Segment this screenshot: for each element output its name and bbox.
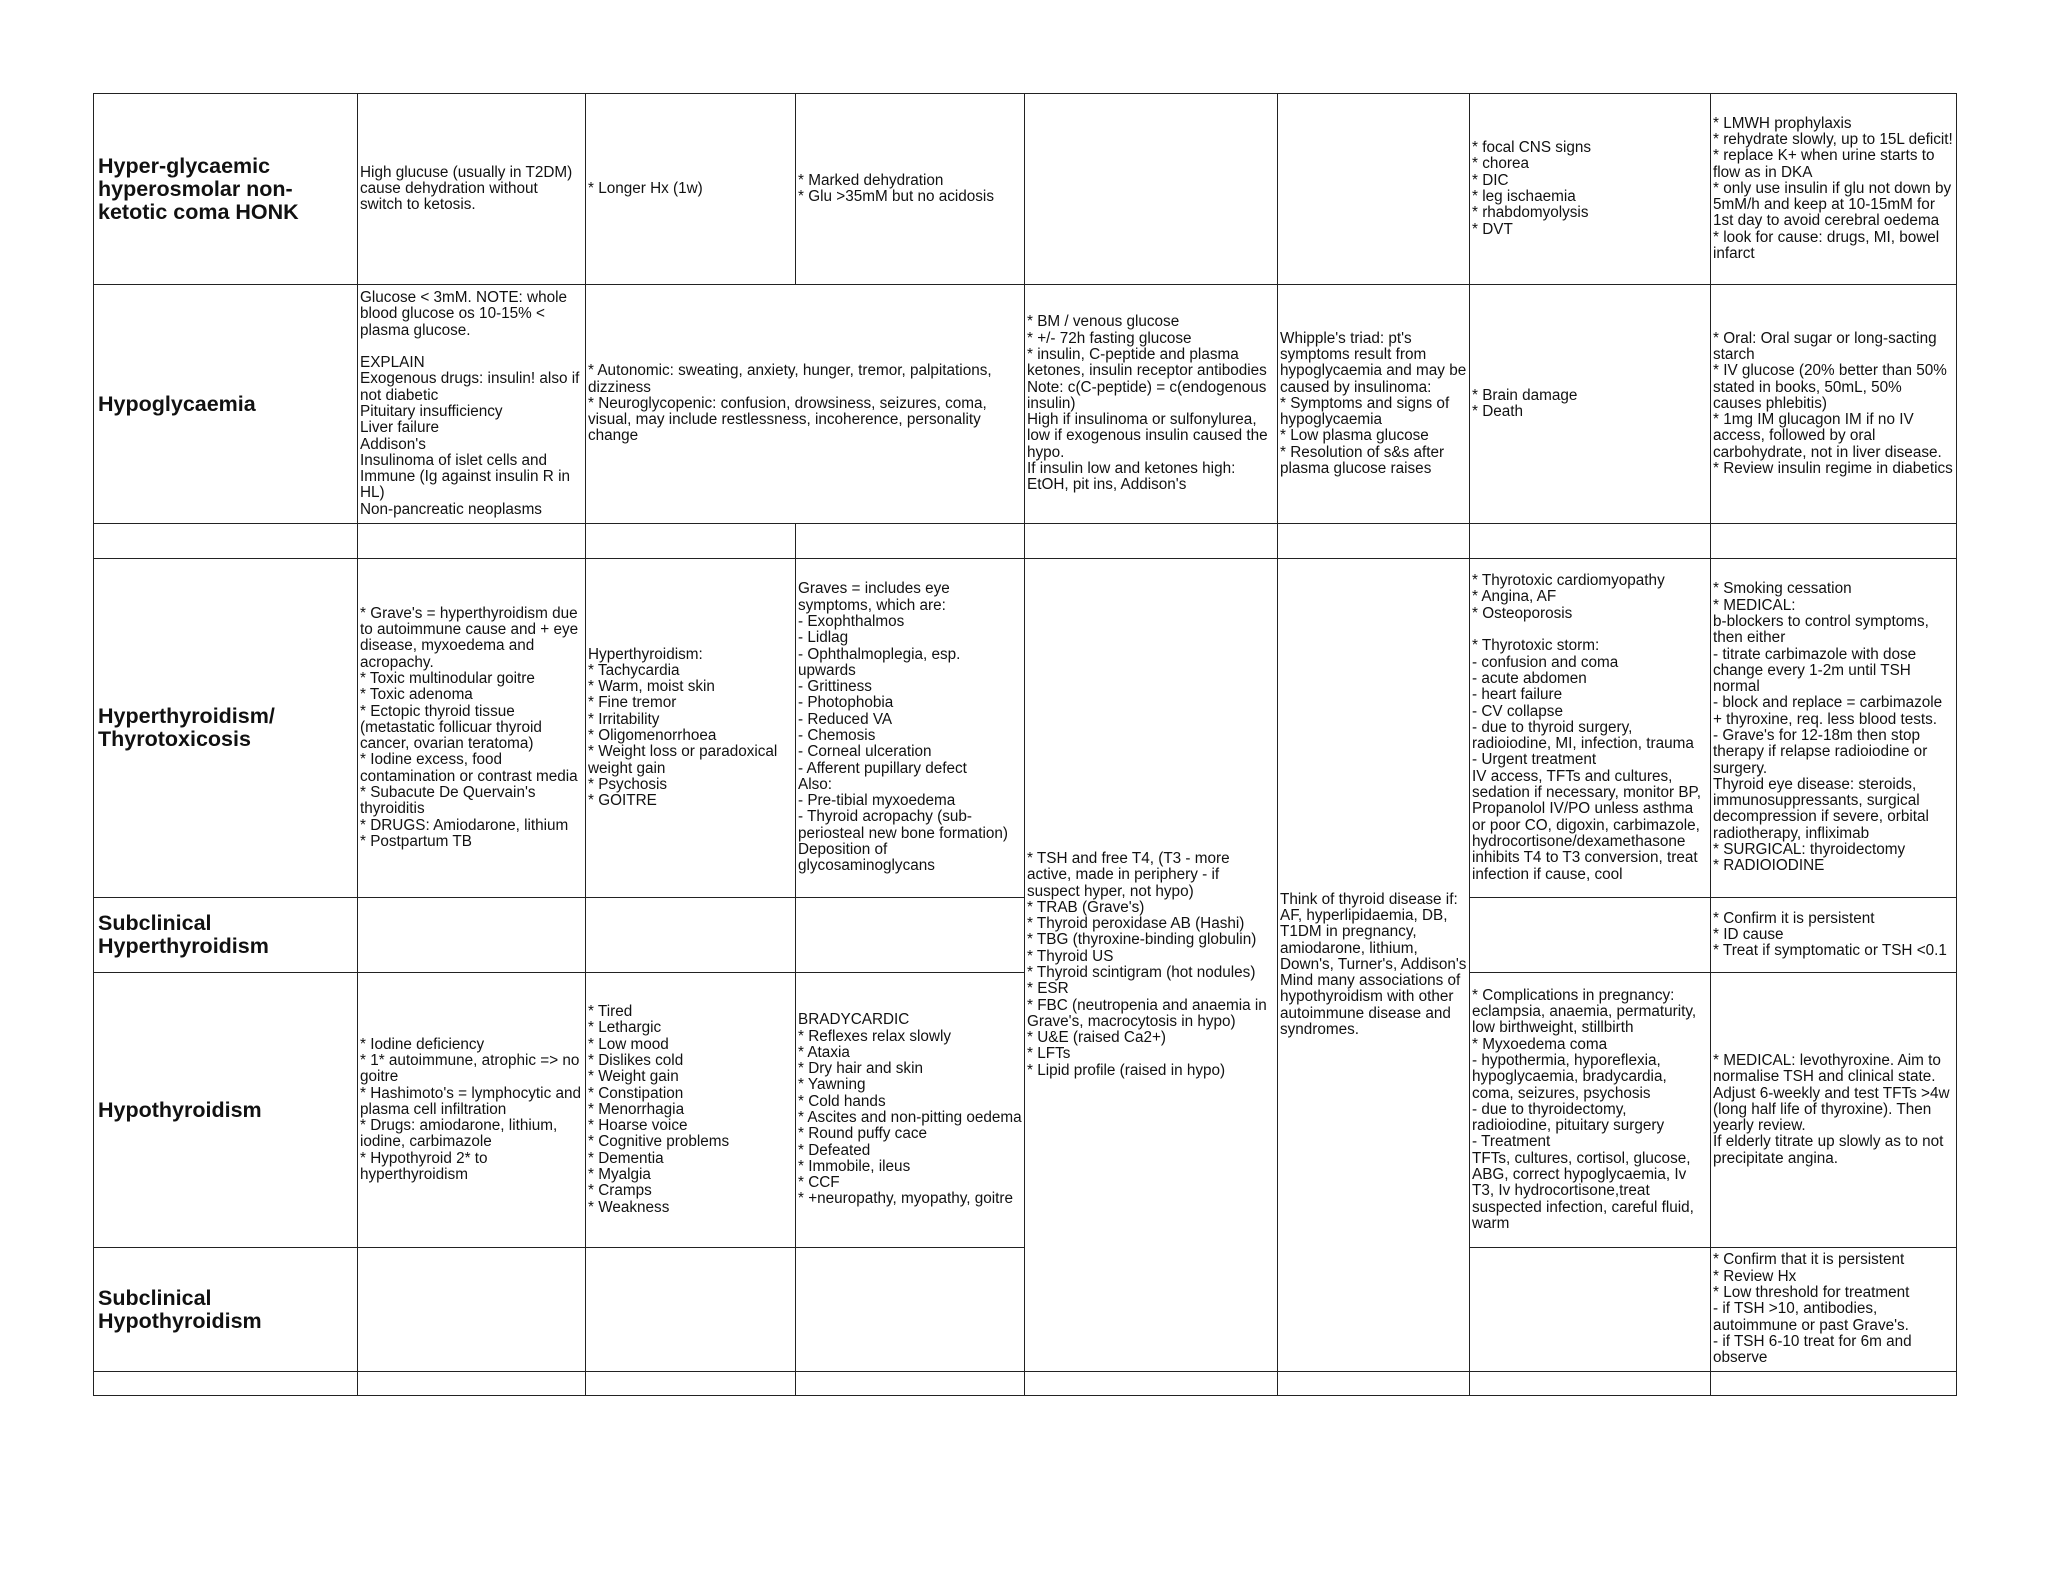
empty-cell (1470, 1372, 1711, 1396)
signs-cell: BRADYCARDIC * Reflexes relax slowly * Ataxia * Dry hair and skin * Yawning * Cold hands * Ascites and non-pitting oedema * Round puffy cace * Defeated * Immobile, ileus * CCF * +neuropathy, myopathy, goitre (796, 973, 1025, 1248)
empty-cell (94, 524, 358, 559)
symptoms-cell: * Tired * Lethargic * Low mood * Dislikes cold * Weight gain * Constipation * Menorrhagia * Hoarse voice * Cognitive problems * Dementia * Myalgia * Cramps * Weakness (586, 973, 796, 1248)
complications-cell: * Complications in pregnancy: eclampsia, anaemia, permaturity, low birthweight, stillbirth * Myxoedema coma - hypothermia, hyporeflexia, hypoglycaemia, bradycardia, coma, seizures, psychosis - due to thyroidectomy, radioiodine, pituitary surgery - Treatment TFTs, cultures, cortisol, glucose, ABG, correct hypoglycaemia, Iv T3, Iv hydrocortisone,treat suspected infection, careful fluid, warm (1470, 973, 1711, 1248)
signs-cell: Graves = includes eye symptoms, which are: - Exophthalmos - Lidlag - Ophthalmoplegia, esp. upwards - Grittiness - Photophobia - Reduced VA - Chemosis - Corneal ulceration - Afferent pupillary defect Also: - Pre-tibial myxoedema - Thyroid acropachy (sub-periosteal new bone formation) Deposition of glycosaminoglycans (796, 559, 1025, 898)
empty-cell (1470, 1248, 1711, 1372)
exam-cell: * Marked dehydration * Glu >35mM but no acidosis (796, 94, 1025, 285)
empty-cell (1711, 1372, 1957, 1396)
empty-cell (796, 898, 1025, 973)
complications-cell: * Thyrotoxic cardiomyopathy * Angina, AF * Osteoporosis * Thyrotoxic storm: - confusion and coma - acute abdomen - heart failure - CV collapse - due to thyroid surgery, radioiodine, MI, infection, trauma - Urgent treatment IV access, TFTs and cultures, sedation if necessary, monitor BP, Propanolol IV/PO unless asthma or poor CO, digoxin, carbimazole, hydrocortisone/dexamethasone inhibits T4 to T3 conversion, treat infection if cause, cool (1470, 559, 1711, 898)
empty-cell (1470, 898, 1711, 973)
empty-cell (1025, 1372, 1278, 1396)
empty-cell (358, 524, 586, 559)
management-cell: * Confirm that it is persistent * Review Hx * Low threshold for treatment - if TSH >10, antibodies, autoimmune or past Grave's. - if TSH 6-10 treat for 6m and observe (1711, 1248, 1957, 1372)
endocrine-table (93, 93, 1957, 1396)
cause-cell: * Iodine deficiency * 1* autoimmune, atrophic => no goitre * Hashimoto's = lymphocytic and plasma cell infiltration * Drugs: amiodarone, lithium, iodine, carbimazole * Hypothyroid 2* to hyperthyroidism (358, 973, 586, 1248)
cause-cell: * Grave's = hyperthyroidism due to autoimmune cause and + eye disease, myxoedema and acropachy. * Toxic multinodular goitre * Toxic adenoma * Ectopic thyroid tissue (metastatic follicuar thyroid cancer, ovarian teratoma) * Iodine excess, food contamination or contrast media * Subacute De Quervain's thyroiditis * DRUGS: Amiodarone, lithium * Postpartum TB (358, 559, 586, 898)
table-row-hypoglycaemia (94, 285, 1957, 524)
empty-cell (1278, 1372, 1470, 1396)
complications-cell: * focal CNS signs * chorea * DIC * leg ischaemia * rhabdomyolysis * DVT (1470, 94, 1711, 285)
management-cell: * Confirm it is persistent * ID cause * Treat if symptomatic or TSH <0.1 (1711, 898, 1957, 973)
table-row-honk (94, 94, 1957, 285)
empty-cell (796, 1248, 1025, 1372)
condition-cell: Hypothyroidism (94, 973, 358, 1248)
notes-cell: Whipple's triad: pt's symptoms result from hypoglycaemia and may be caused by insulinoma: * Symptoms and signs of hypoglycaemia * Low plasma glucose * Resolution of s&s after plasma glucose raises (1278, 285, 1470, 524)
notes-cell (1278, 94, 1470, 285)
empty-cell (358, 1372, 586, 1396)
empty-cell (94, 1372, 358, 1396)
empty-cell (1025, 524, 1278, 559)
table-row-spacer (94, 524, 1957, 559)
notes-sheet (93, 93, 1957, 1396)
empty-cell (586, 1248, 796, 1372)
table-row-hyperthyroidism (94, 559, 1957, 898)
condition-cell: Hyper-glycaemic hyperosmolar non-ketotic coma HONK (94, 94, 358, 285)
cause-cell: High glucuse (usually in T2DM) cause dehydration without switch to ketosis. (358, 94, 586, 285)
empty-cell (796, 1372, 1025, 1396)
condition-cell: Subclinical Hypothyroidism (94, 1248, 358, 1372)
cause-cell: Glucose < 3mM. NOTE: whole blood glucose os 10-15% < plasma glucose. EXPLAIN Exogenous drugs: insulin! also if not diabetic Pituitary insufficiency Liver failure Addison's Insulinoma of islet cells and Immune (Ig against insulin R in HL) Non-pancreatic neoplasms (358, 285, 586, 524)
management-cell: * MEDICAL: levothyroxine. Aim to normalise TSH and clinical state. Adjust 6-weekly and test TFTs >4w (long half life of thyroxine). Then yearly review. If elderly titrate up slowly as to not precipitate angina. (1711, 973, 1957, 1248)
empty-cell (796, 524, 1025, 559)
investigations-cell (1025, 94, 1278, 285)
empty-cell (586, 524, 796, 559)
investigations-cell: * BM / venous glucose * +/- 72h fasting glucose * insulin, C-peptide and plasma ketones, insulin receptor antibodies Note: c(C-peptide) = c(endogenous insulin) High if insulinoma or sulfonylurea, low if exogenous insulin caused the hypo. If insulin low and ketones high: EtOH, pit ins, Addison's (1025, 285, 1278, 524)
empty-cell (1711, 524, 1957, 559)
empty-cell (358, 898, 586, 973)
empty-cell (1278, 524, 1470, 559)
condition-cell: Hypoglycaemia (94, 285, 358, 524)
management-cell: * Smoking cessation * MEDICAL: b-blockers to control symptoms, then either - titrate carbimazole with dose change every 1-2m until TSH normal - block and replace = carbimazole + thyroxine, req. less blood tests. - Grave's for 12-18m then stop therapy if relapse radioiodine or surgery. Thyroid eye disease: steroids, immunosuppressants, surgical decompression if severe, orbital radiotherapy, infliximab * SURGICAL: thyroidectomy * RADIOIODINE (1711, 559, 1957, 898)
empty-cell (1470, 524, 1711, 559)
complications-cell: * Brain damage * Death (1470, 285, 1711, 524)
condition-cell: Hyperthyroidism/ Thyrotoxicosis (94, 559, 358, 898)
empty-cell (586, 898, 796, 973)
management-cell: * Oral: Oral sugar or long-sacting starch * IV glucose (20% better than 50% stated in books, 50mL, 50% causes phlebitis) * 1mg IM glucagon IM if no IV access, followed by oral carbohydrate, not in liver disease. * Review insulin regime in diabetics (1711, 285, 1957, 524)
management-cell: * LMWH prophylaxis * rehydrate slowly, up to 15L deficit! * replace K+ when urine starts to flow as in DKA * only use insulin if glu not down by 5mM/h and keep at 10-15mM for 1st day to avoid cerebral oedema * look for cause: drugs, MI, bowel infarct (1711, 94, 1957, 285)
empty-cell (358, 1248, 586, 1372)
condition-cell: Subclinical Hyperthyroidism (94, 898, 358, 973)
symptoms-cell: Hyperthyroidism: * Tachycardia * Warm, moist skin * Fine tremor * Irritability * Oligomenorrhoea * Weight loss or paradoxical weight gain * Psychosis * GOITRE (586, 559, 796, 898)
empty-cell (586, 1372, 796, 1396)
history-cell: * Longer Hx (1w) (586, 94, 796, 285)
thyroid-investigations-cell: * TSH and free T4, (T3 - more active, made in periphery - if suspect hyper, not hypo) * TRAB (Grave's) * Thyroid peroxidase AB (Hashi) * TBG (thyroxine-binding globulin) * Thyroid US * Thyroid scintigram (hot nodules) * ESR * FBC (neutropenia and anaemia in Grave's, macrocytosis in hypo) * U&E (raised Ca2+) * LFTs * Lipid profile (raised in hypo) (1025, 559, 1278, 1372)
symptoms-cell: * Autonomic: sweating, anxiety, hunger, tremor, palpitations, dizziness * Neuroglycopenic: confusion, drowsiness, seizures, coma, visual, may include restlessness, incoherence, personality change (586, 285, 1025, 524)
thyroid-notes-cell: Think of thyroid disease if: AF, hyperlipidaemia, DB, T1DM in pregnancy, amiodarone, lithium, Down's, Turner's, Addison's Mind many associations of hypothyroidism with other autoimmune disease and syndromes. (1278, 559, 1470, 1372)
table-row-spacer (94, 1372, 1957, 1396)
